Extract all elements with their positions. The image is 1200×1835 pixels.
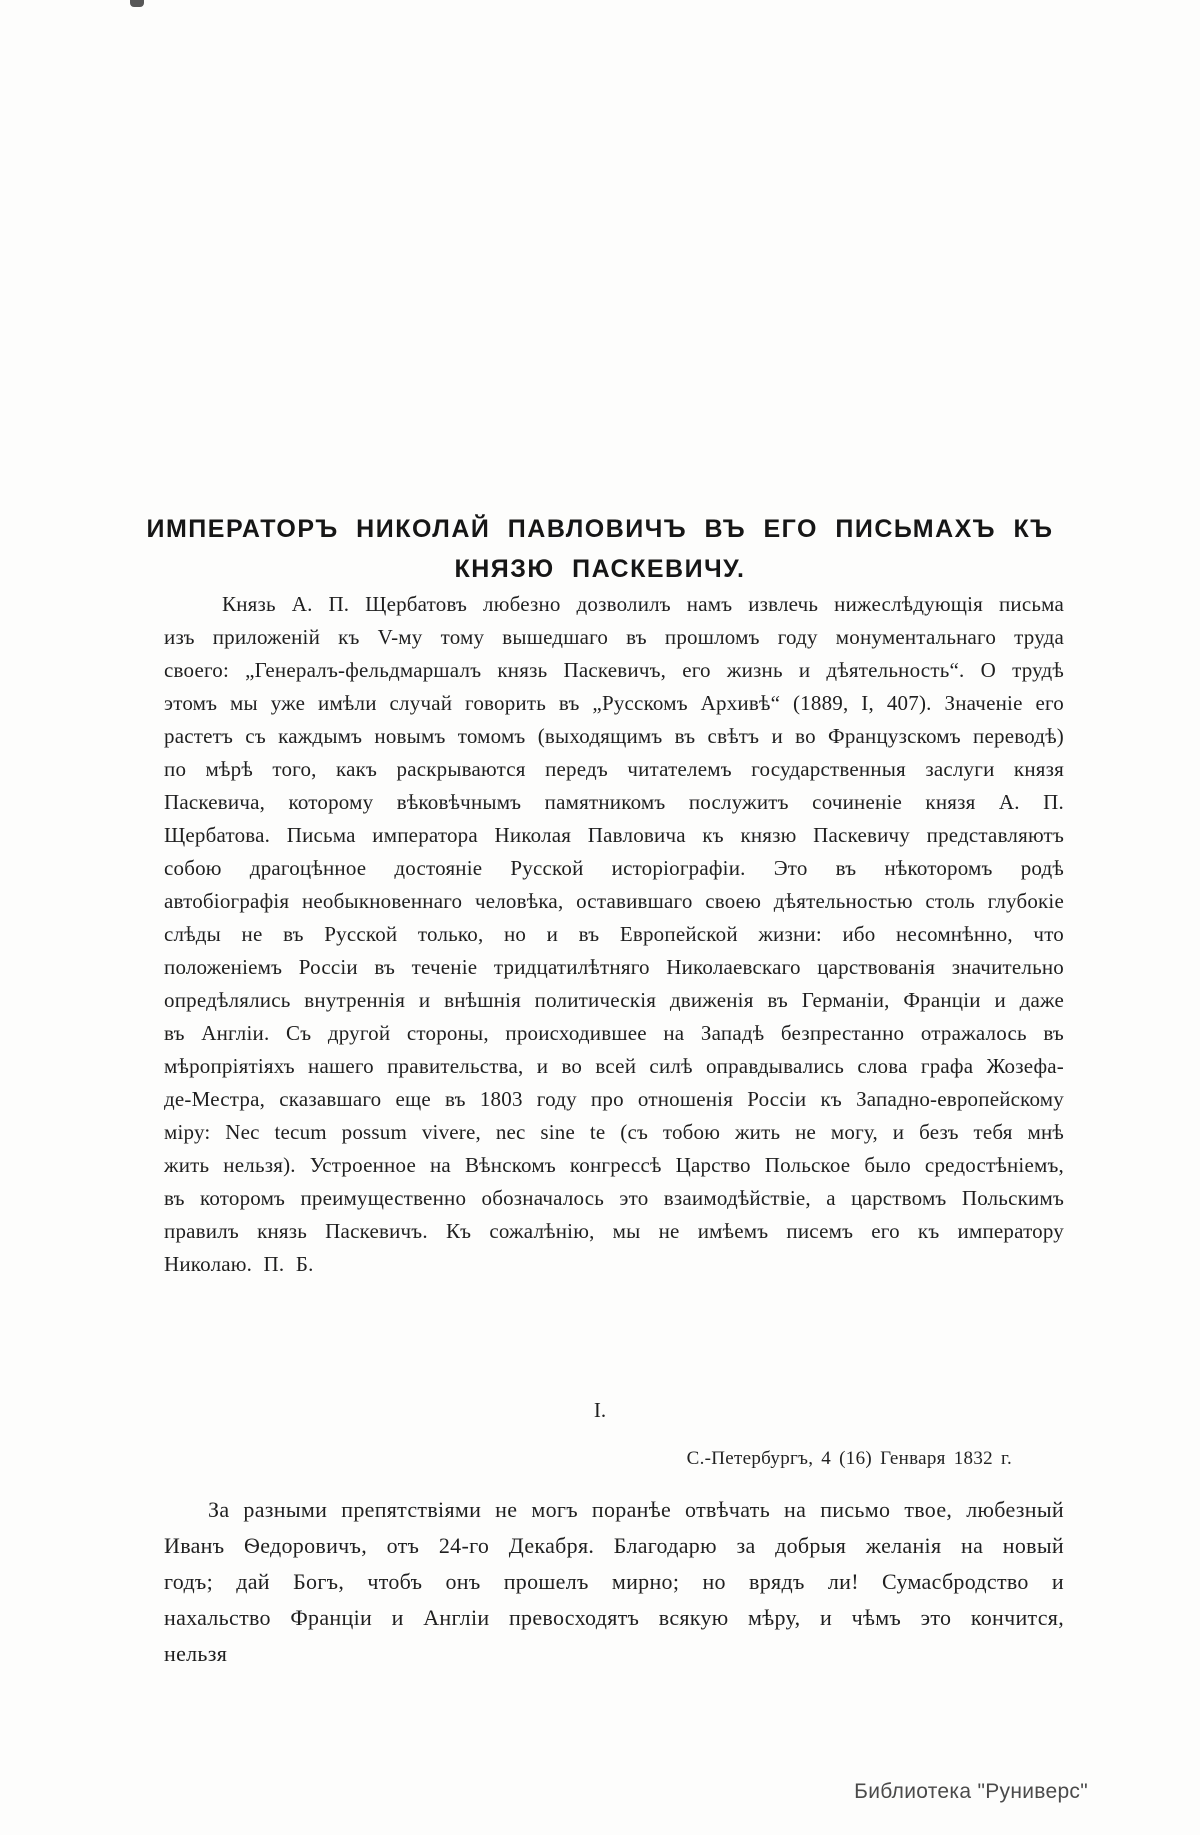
library-watermark: Библиотека "Руниверс"	[854, 1780, 1088, 1803]
letter-paragraph: За разными препятствіями не могъ поранѣе отвѣчать на письмо твое, любезный Иванъ Ѳедоровичъ, отъ 24-го Декабря. Благодарю за добрыя желанія на новый годъ; дай Богъ, чтобъ онъ прошелъ мирно; но врядъ ли! Сумасбродство и нахальство Франціи и Англіи превосходятъ всякую мѣру, и чѣмъ это кончится, нельзя	[164, 1497, 1064, 1666]
page-title-line-1: ИМПЕРАТОРЪ НИКОЛАЙ ПАВЛОВИЧЪ ВЪ ЕГО ПИСЬМАХЪ КЪ	[146, 514, 1054, 543]
page-title-line-2: КНЯЗЮ ПАСКЕВИЧУ.	[454, 554, 746, 583]
intro-paragraph: Князь А. П. Щербатовъ любезно дозволилъ намъ извлечь нижеслѣдующія письма изъ приложеній къ V-му тому вышедшаго въ прошломъ году монументальнаго труда своего: „Генералъ-фельдмаршалъ князь Паскевичъ, его жизнь и дѣятельность“. О трудѣ этомъ мы уже имѣли случай говорить въ „Русскомъ Архивѣ“ (1889, I, 407). Значеніе его растетъ съ каждымъ новымъ томомъ (выходящимъ въ свѣтъ и во Французскомъ переводѣ) по мѣрѣ того, какъ раскрываются передъ читателемъ государственныя заслуги князя Паскевича, которому вѣковѣчнымъ памятникомъ послужитъ сочиненіе князя А. П. Щербатова. Письма императора Николая Павловича къ князю Паскевичу представляютъ собою драгоцѣнное достояніе Русской исторіографіи. Это въ нѣкоторомъ родѣ автобіографія необыкновеннаго человѣка, оставившаго своею дѣятельностью столь глубокіе слѣды не въ Русской только, но и въ Европейской жизни: ибо несомнѣнно, что положеніемъ Россіи въ теченіе тридцатилѣтняго Николаевскаго царствованія значительно опредѣлялись внутреннія и внѣшнія политическія движенія въ Германіи, Франціи и даже въ Англіи. Съ другой стороны, происходившее на Западѣ безпрестанно отражалось въ мѣропріятіяхъ нашего правительства, и во всей силѣ оправдывались слова графа Жозефа-де-Местра, сказавшаго еще въ 1803 году про отношенія Россіи къ Западно-европейскому міру: Nec tecum possum vivere, nec sine te (съ тобою жить не могу, и безъ тебя мнѣ жить нельзя). Устроенное на Вѣнскомъ конгрессѣ Царство Польское было средостѣніемъ, въ которомъ преимущественно обозначалось это взаимодѣйствіе, а царствомъ Польскимъ правилъ князь Паскевичъ. Къ сожалѣнію, мы не имѣемъ писемъ его къ императору Николаю. П. Б.	[164, 592, 1064, 1276]
letter-dateline: С.-Петербургъ, 4 (16) Генваря 1832 г.	[686, 1448, 1012, 1469]
section-numeral: I.	[593, 1398, 607, 1422]
scan-artifact	[130, 0, 144, 7]
page-title	[0, 509, 1200, 589]
